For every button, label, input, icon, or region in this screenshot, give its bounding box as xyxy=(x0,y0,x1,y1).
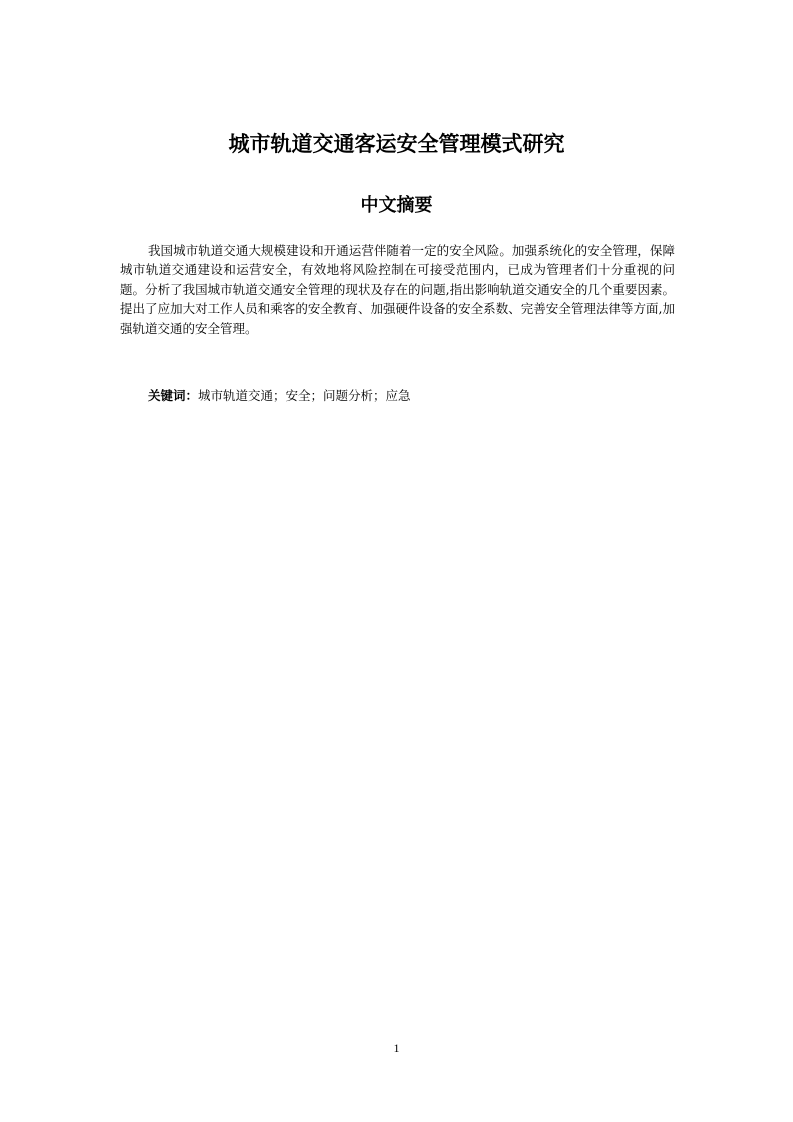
keywords-line xyxy=(148,386,675,405)
page-number: 1 xyxy=(393,1041,400,1055)
abstract-heading: 中文摘要 xyxy=(360,195,433,216)
abstract-paragraph: 我国城市轨道交通大规模建设和开通运营伴随着一定的安全风险。加强系统化的安全管理，保障城市轨道交通建设和运营安全，有效地将风险控制在可接受范围内，已成为管理者们十分重视的问题。分析了我国城市轨道交通安全管理的现状及存在的问题,指出影响轨道交通安全的几个重要因素。提出了应加大对工作人员和乘客的安全教育、加强硬件设备的安全系数、完善安全管理法律等方面,加强轨道交通的安全管理。 xyxy=(120,243,675,336)
document-title: 城市轨道交通客运安全管理模式研究 xyxy=(228,132,565,156)
keywords-separator: ： xyxy=(185,388,199,403)
keywords-label: 关键词 xyxy=(148,388,186,403)
keywords-text: 城市轨道交通；安全；问题分析；应急 xyxy=(198,388,411,403)
